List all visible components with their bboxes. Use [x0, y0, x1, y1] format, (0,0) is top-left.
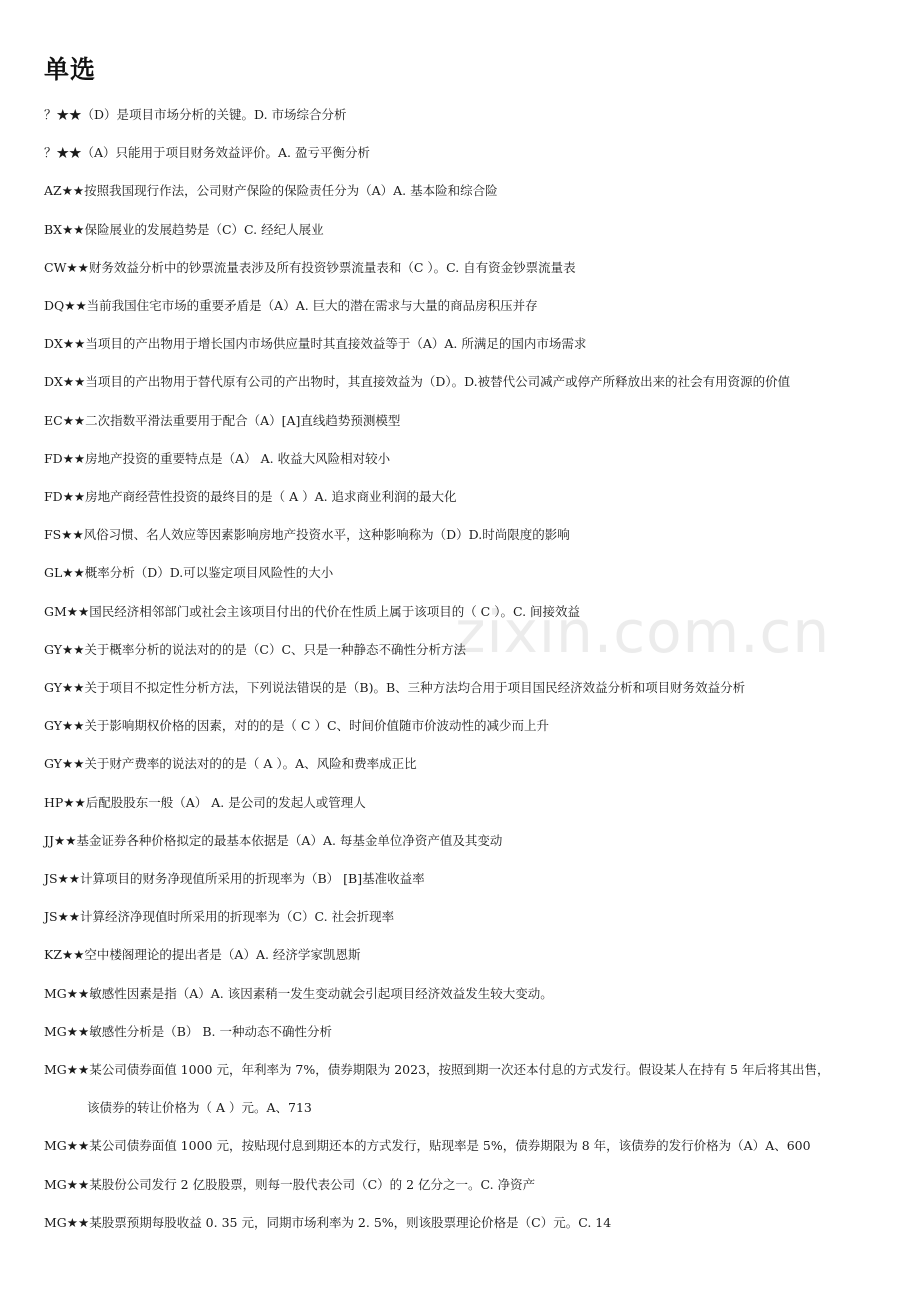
- question-item: EC★★二次指数平滑法重要用于配合（A）[A]直线趋势预测模型: [44, 412, 401, 428]
- section-heading: 单选: [44, 55, 97, 84]
- question-item: MG★★敏感性分析是（B） B. 一种动态不确性分析: [44, 1023, 332, 1039]
- question-item: JS★★计算经济净现值时所采用的折现率为（C）C. 社会折现率: [44, 909, 395, 925]
- question-item: FS★★风俗习惯、名人效应等因素影响房地产投资水平，这种影响称为（D）D.时尚限度的影响: [44, 527, 570, 543]
- question-item: ？★★（A）只能用于项目财务效益评价。A. 盈亏平衡分析: [44, 145, 371, 161]
- question-item: JJ★★基金证券各种价格拟定的最基本依据是（A）A. 每基金单位净资产值及其变动: [44, 832, 503, 848]
- question-item: GY★★关于财产费率的说法对的的是（ A ）。A、风险和费率成正比: [44, 756, 417, 772]
- question-item: DX★★当项目的产出物用于替代原有公司的产出物时，其直接效益为（D）。D.被替代公司减产或停产所释放出来的社会有用资源的价值: [44, 374, 791, 390]
- question-item: MG★★某股份公司发行 2 亿股股票，则每一股代表公司（C）的 2 亿分之一。C. 净资产: [44, 1176, 536, 1192]
- question-item: FD★★房地产投资的重要特点是（A） A. 收益大风险相对较小: [44, 450, 391, 466]
- question-item-continuation: 该债券的转让价格为（ A ）元。A、713: [87, 1100, 312, 1116]
- question-item: ？★★（D）是项目市场分析的关键。D. 市场综合分析: [44, 107, 347, 122]
- question-item: BX★★保险展业的发展趋势是（C）C. 经纪人展业: [44, 221, 324, 237]
- question-item: FD★★房地产商经营性投资的最终目的是（ A ）A. 追求商业利润的最大化: [44, 489, 457, 505]
- question-item: MG★★某公司债券面值 1000 元，按贴现付息到期还本的方式发行，贴现率是 5%，债券期限为 8 年，该债券的发行价格为（A）A、600: [44, 1138, 811, 1154]
- question-item: MG★★某股票预期每股收益 0. 35 元，同期市场利率为 2. 5%，则该股票理论价格是（C）元。C. 14: [44, 1214, 612, 1230]
- question-item: JS★★计算项目的财务净现值所采用的折现率为（B） [B]基准收益率: [44, 871, 425, 887]
- question-item: GY★★关于影响期权价格的因素，对的的是（ C ）C、时间价值随市价波动性的减少而上升: [44, 718, 550, 734]
- question-item: MG★★某公司债券面值 1000 元，年利率为 7%，债券期限为 2023，按照到期一次还本付息的方式发行。假设某人在持有 5 年后将其出售，: [44, 1062, 830, 1078]
- question-item: GY★★关于概率分析的说法对的的是（C）C、只是一种静态不确性分析方法: [44, 641, 467, 657]
- watermark: zixin.com.cn: [455, 598, 831, 666]
- question-item: GY★★关于项目不拟定性分析方法，下列说法错误的是（B)。B、三种方法均合用于项目国民经济效益分析和项目财务效益分析: [44, 680, 746, 696]
- question-item: DQ★★当前我国住宅市场的重要矛盾是（A）A. 巨大的潜在需求与大量的商品房积压并存: [44, 298, 538, 314]
- question-item: DX★★当项目的产出物用于增长国内市场供应量时其直接效益等于（A）A. 所满足的国内市场需求: [44, 336, 587, 352]
- question-item: AZ★★按照我国现行作法，公司财产保险的保险责任分为（A）A. 基本险和综合险: [44, 183, 498, 199]
- question-item: CW★★财务效益分析中的钞票流量表涉及所有投资钞票流量表和（C ）。C. 自有资金钞票流量表: [44, 259, 576, 275]
- question-item: GM★★国民经济相邻部门或社会主该项目付出的代价在性质上属于该项目的（ C ）。C. 间接效益: [44, 603, 581, 619]
- question-item: MG★★敏感性因素是指（A）A. 该因素稍一发生变动就会引起项目经济效益发生较大变动。: [44, 985, 553, 1001]
- question-list: [44, 96, 894, 1242]
- question-item: GL★★概率分析（D）D.可以鉴定项目风险性的大小: [44, 565, 334, 581]
- question-item: HP★★后配股股东一般（A） A. 是公司的发起人或管理人: [44, 794, 366, 810]
- question-item: KZ★★空中楼阁理论的提出者是（A）A. 经济学家凯恩斯: [44, 947, 361, 963]
